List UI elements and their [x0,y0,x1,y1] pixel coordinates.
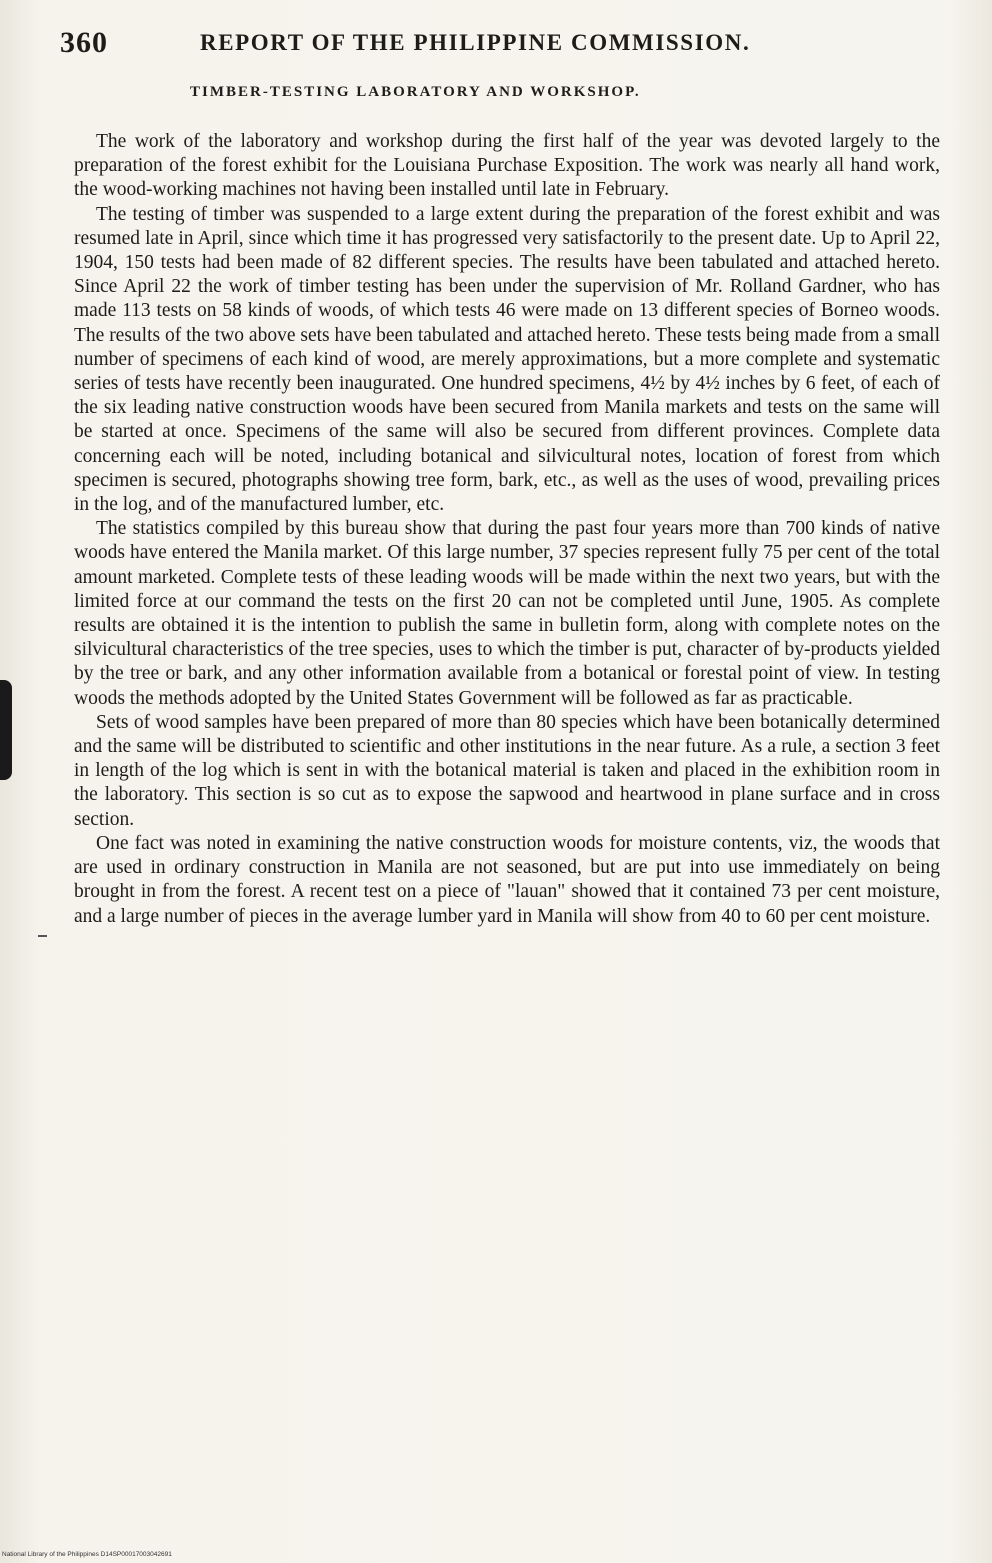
section-title: TIMBER-TESTING LABORATORY AND WORKSHOP. [190,84,641,100]
paragraph: One fact was noted in examining the native construction woods for moisture contents, viz, the woods that are used in ordinary construction in Manila are not seasoned, but are put into use immediately on being brought in from the forest. A recent test on a piece of "lauan" showed that it contained 73 per cent moisture, and a large number of pieces in the average lumber yard in Manila will show from 40 to 60 per cent moisture. [74,832,940,927]
running-head: REPORT OF THE PHILIPPINE COMMISSION. [200,30,751,55]
paragraph: The work of the laboratory and workshop during the first half of the year was devoted largely to the preparation of the forest exhibit for the Louisiana Purchase Exposition. The work was nearly all hand work, the wood-working machines not having been installed until late in February. [74,131,940,201]
paragraph: The statistics compiled by this bureau show that during the past four years more than 700 kinds of native woods have entered the Manila market. Of this large number, 37 species represent fully 75 per cent of the total amount marketed. Complete tests of these leading woods will be made within the next two years, but with the limited force at our command the tests on the first 20 can not be completed until June, 1905. As complete results are obtained it is the intention to publish the same in bulletin form, along with complete notes on the silvicultural characteristics of the tree species, uses to which the timber is put, character of by-products yielded by the tree or bark, and any other information available from a botanical or forestal point of view. In testing woods the methods adopted by the United States Government will be followed as far as practicable. [74,518,940,709]
page-number: 360 [60,26,108,59]
scan-credit: National Library of the Philippines D14SP00017003042691 [2,1551,172,1558]
margin-mark [38,935,47,937]
binding-shadow [0,680,12,780]
page-header [60,26,940,70]
paragraph: Sets of wood samples have been prepared of more than 80 species which have been botanically determined and the same will be distributed to scientific and other institutions in the near future. As a rule, a section 3 feet in length of the log which is sent in with the botanical material is taken and placed in the exhibition room in the laboratory. This section is so cut as to expose the sapwood and heartwood in plane surface and in cross section. [74,711,940,830]
body-text [74,130,940,929]
paragraph: The testing of timber was suspended to a large extent during the preparation of the forest exhibit and was resumed late in April, since which time it has progressed very satisfactorily to the present date. Up to April 22, 1904, 150 tests had been made of 82 different species. The results have been tabulated and attached hereto. Since April 22 the work of timber testing has been under the supervision of Mr. Rolland Gardner, who has made 113 tests on 58 kinds of woods, of which tests 46 were made on 13 different species of Borneo woods. The results of the two above sets have been tabulated and attached hereto. These tests being made from a small number of specimens of each kind of wood, are merely approximations, but a more complete and systematic series of tests have recently been inaugurated. One hundred specimens, 4½ by 4½ inches by 6 feet, of each of the six leading native construction woods have been secured from Manila markets and tests on the same will be started at once. Specimens of the same will also be secured from different provinces. Complete data concerning each will be noted, including botanical and silvicultural notes, location of forest from which specimen is secured, photographs showing tree form, bark, etc., as well as the uses of wood, prevailing prices in the log, and of the manufactured lumber, etc. [74,203,941,516]
